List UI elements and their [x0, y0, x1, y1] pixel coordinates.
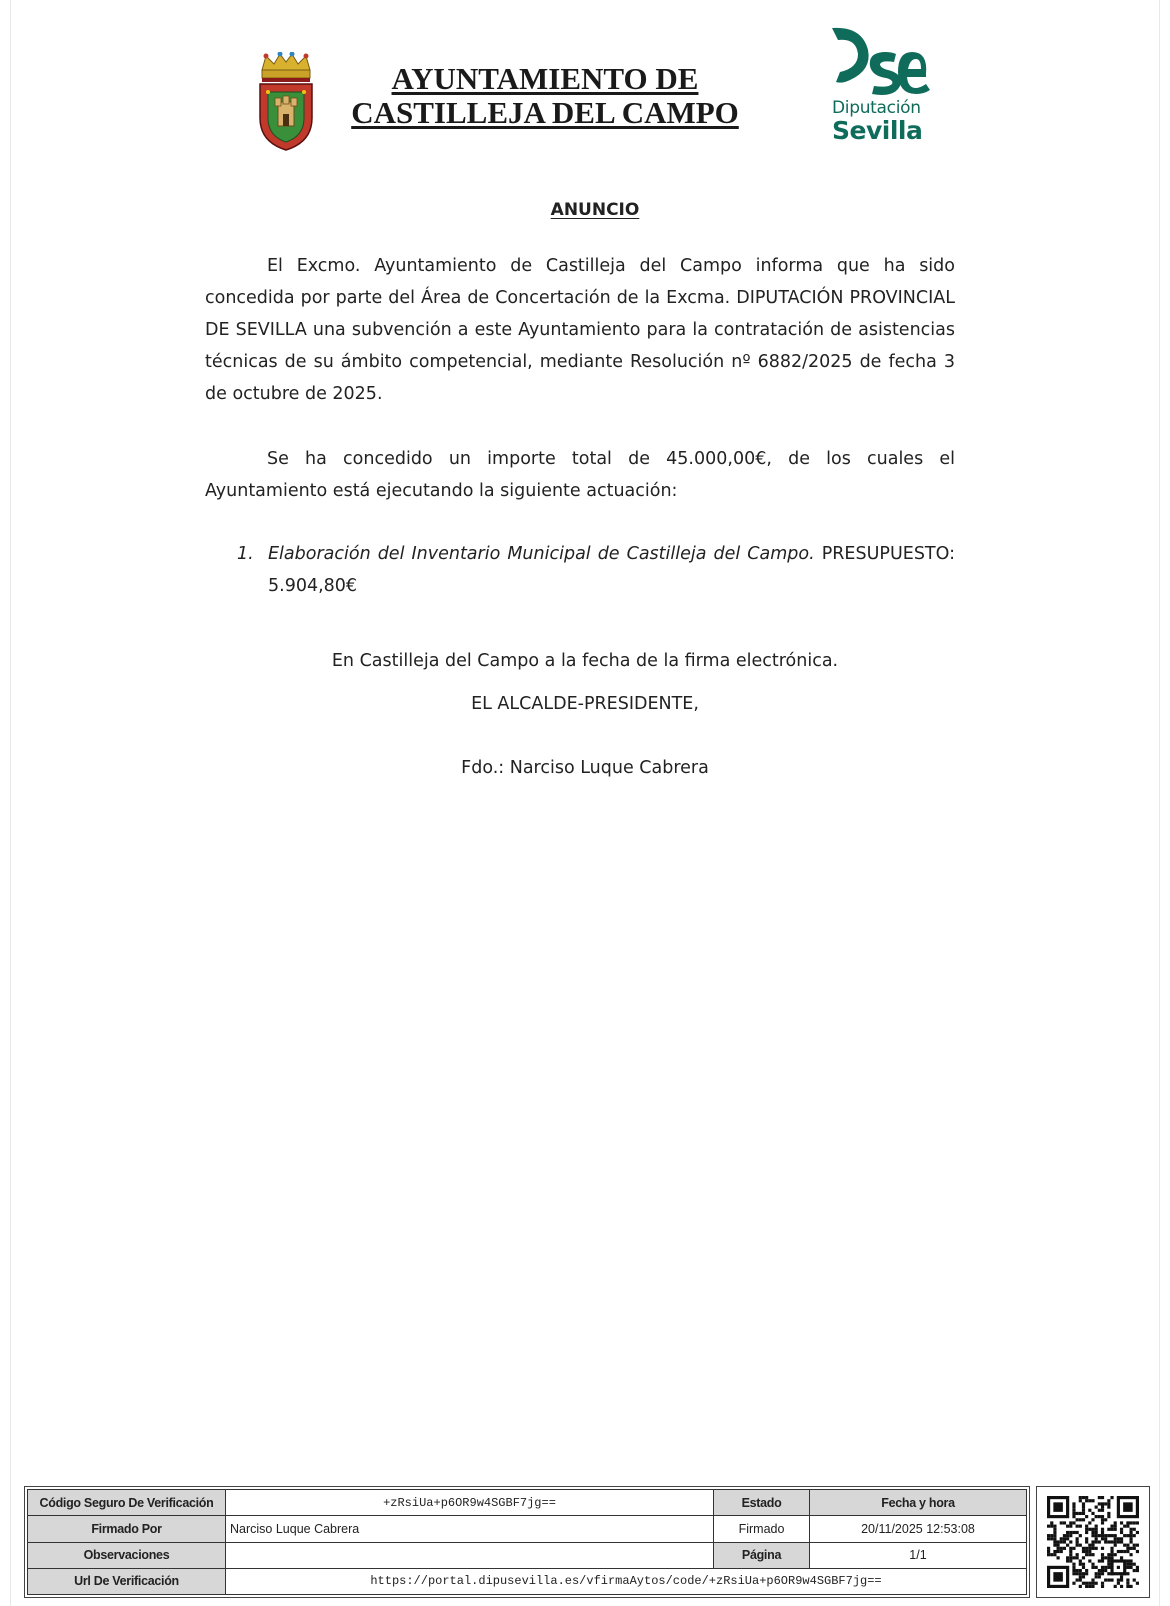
- actions-list: [237, 538, 955, 602]
- pagina-label: Página: [714, 1542, 810, 1568]
- logo-text-sevilla: Sevilla: [832, 116, 923, 145]
- paragraph-2: [205, 443, 955, 507]
- document-heading: ANUNCIO: [550, 200, 640, 220]
- fecha-value: 20/11/2025 12:53:08: [810, 1516, 1027, 1542]
- table-row: [28, 1568, 1027, 1594]
- council-title-line2: CASTILLEJA DEL CAMPO: [351, 95, 739, 130]
- codigo-value: +zRsiUa+p6OR9w4SGBF7jg==: [226, 1490, 714, 1516]
- municipal-crest-icon: [256, 52, 316, 152]
- council-title-line1: AYUNTAMIENTO DE: [391, 61, 699, 96]
- table-row: [28, 1516, 1027, 1542]
- firmado-label: Firmado Por: [28, 1516, 226, 1542]
- observaciones-value: [226, 1542, 714, 1568]
- paragraph-1-text: El Excmo. Ayuntamiento de Castilleja del Campo informa que ha sido concedida por parte del Área de Concertación de la Excma. DIPUTACIÓN PROVINCIAL DE SEVILLA una subvención a este Ayuntamiento para la contratación de asistencias técnicas de su ámbito competencial, mediante Resolución nº 6882/2025 de fecha 3 de octubre de 2025.: [205, 256, 955, 404]
- firmado-value: Narciso Luque Cabrera: [226, 1516, 714, 1542]
- verification-table: [27, 1489, 1027, 1595]
- table-row: [28, 1542, 1027, 1568]
- logo-text-diputacion: Diputación: [832, 98, 921, 118]
- estado-value: Firmado: [714, 1516, 810, 1542]
- table-row: [28, 1490, 1027, 1516]
- signer-name: Fdo.: Narciso Luque Cabrera: [461, 758, 709, 778]
- list-item-title: Elaboración del Inventario Municipal de Castilleja del Campo.: [268, 544, 815, 564]
- qr-code-icon: [1047, 1496, 1139, 1588]
- council-title: [340, 62, 750, 130]
- url-value[interactable]: https://portal.dipusevilla.es/vfirmaAytos/code/+zRsiUa+p6OR9w4SGBF7jg==: [226, 1568, 1027, 1594]
- signer-role: EL ALCALDE-PRESIDENTE,: [471, 694, 699, 714]
- url-label: Url De Verificación: [28, 1568, 226, 1594]
- qr-code-box: [1036, 1486, 1150, 1598]
- observaciones-label: Observaciones: [28, 1542, 226, 1568]
- estado-label: Estado: [714, 1490, 810, 1516]
- paragraph-2-text: Se ha concedido un importe total de 45.000,00€, de los cuales el Ayuntamiento está ejecutando la siguiente actuación:: [205, 449, 955, 501]
- pagina-value: 1/1: [810, 1542, 1027, 1568]
- list-item-budget: PRESUPUESTO: 5.904,80€: [268, 544, 955, 596]
- closing-line: En Castilleja del Campo a la fecha de la firma electrónica.: [331, 651, 839, 671]
- fecha-label: Fecha y hora: [810, 1490, 1027, 1516]
- page-border: [10, 0, 1160, 1606]
- list-item-number: 1.: [237, 544, 254, 564]
- codigo-label: Código Seguro De Verificación: [28, 1490, 226, 1516]
- paragraph-1: [205, 250, 955, 410]
- list-item: [268, 538, 955, 602]
- verification-box: [24, 1486, 1030, 1598]
